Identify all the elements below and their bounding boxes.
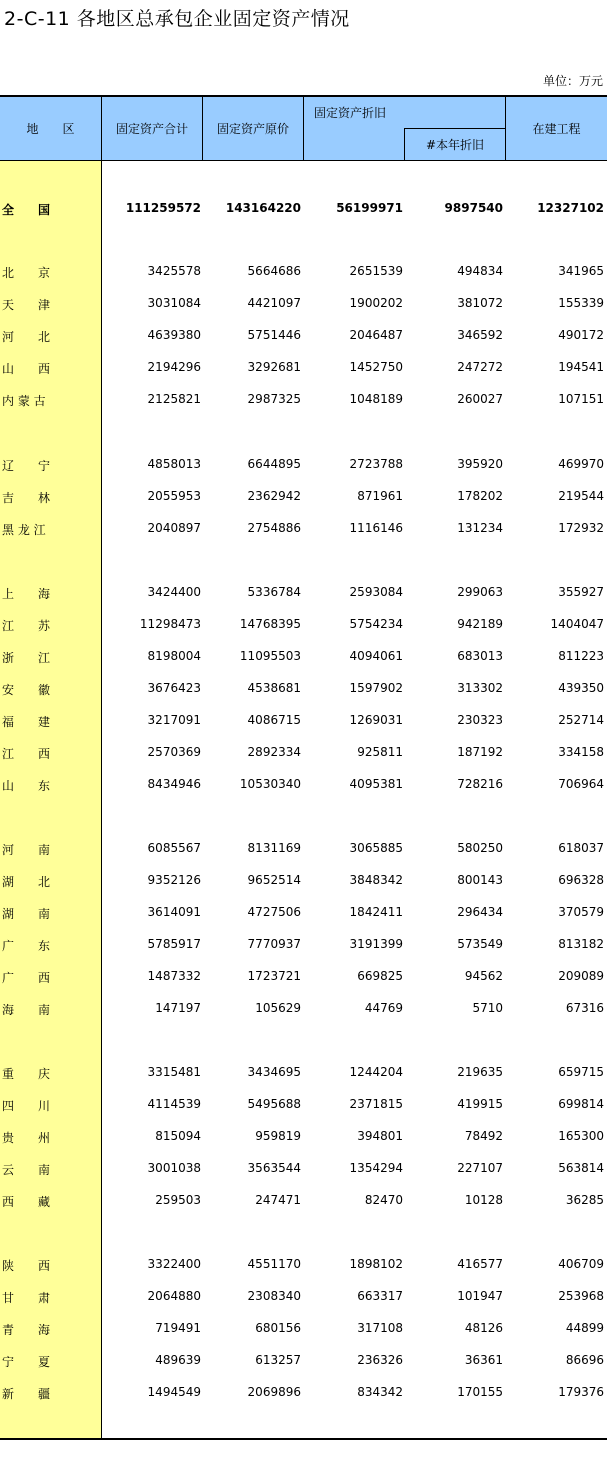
depreciation-value: 394801 (357, 1129, 403, 1143)
region-name: 新 疆 (2, 1387, 51, 1401)
region-name: 江 西 (2, 747, 51, 761)
this-year-depreciation-value: 219635 (457, 1065, 503, 1079)
region-name: 河 北 (2, 330, 51, 344)
region-name: 海 南 (2, 1003, 51, 1017)
total-value: 3424400 (147, 585, 201, 599)
in-progress-value: 659715 (558, 1065, 604, 1079)
table-row (0, 711, 607, 731)
table-row (0, 839, 607, 859)
original-value: 5495688 (247, 1097, 301, 1111)
total-value: 2194296 (147, 360, 201, 374)
in-progress-value: 86696 (565, 1353, 604, 1367)
region-name: 北 京 (2, 266, 51, 280)
table-row (0, 871, 607, 891)
header-region: 地 区 (26, 122, 75, 136)
depreciation-value: 236326 (357, 1353, 403, 1367)
depreciation-value: 56199971 (336, 201, 403, 215)
depreciation-value: 2723788 (349, 457, 403, 471)
in-progress-value: 469970 (558, 457, 604, 471)
this-year-depreciation-value: 416577 (457, 1257, 503, 1271)
original-value: 9652514 (247, 873, 301, 887)
original-value: 5664686 (247, 264, 301, 278)
this-year-depreciation-value: 381072 (457, 296, 503, 310)
table-row (0, 1383, 607, 1403)
in-progress-value: 696328 (558, 873, 604, 887)
depreciation-value: 3065885 (349, 841, 403, 855)
depreciation-value: 5754234 (349, 617, 403, 631)
region-name: 湖 南 (2, 907, 51, 921)
region-name: 辽 宁 (2, 459, 51, 473)
original-value: 4086715 (247, 713, 301, 727)
total-value: 111259572 (125, 201, 201, 215)
header-in-progress: 在建工程 (532, 122, 581, 136)
in-progress-value: 439350 (558, 681, 604, 695)
depreciation-value: 663317 (357, 1289, 403, 1303)
depreciation-value: 44769 (364, 1001, 403, 1015)
table-row (0, 1255, 607, 1275)
total-value: 3217091 (147, 713, 201, 727)
total-value: 3315481 (147, 1065, 201, 1079)
table-row (0, 1063, 607, 1083)
original-value: 11095503 (239, 649, 301, 663)
in-progress-value: 355927 (558, 585, 604, 599)
region-name: 福 建 (2, 715, 51, 729)
depreciation-value: 4095381 (349, 777, 403, 791)
region-name: 全 国 (2, 203, 51, 217)
table-row (0, 1095, 607, 1115)
original-value: 8131169 (247, 841, 301, 855)
region-name: 黑 龙 江 (2, 523, 46, 537)
original-value: 5751446 (247, 328, 301, 342)
this-year-depreciation-value: 178202 (457, 489, 503, 503)
header-depreciation: 固定资产折旧 (314, 106, 387, 120)
original-value: 4551170 (247, 1257, 301, 1271)
depreciation-value: 1597902 (349, 681, 403, 695)
table-row (0, 1351, 607, 1371)
table-row (0, 1127, 607, 1147)
region-name: 甘 肃 (2, 1291, 51, 1305)
region-name: 四 川 (2, 1099, 51, 1113)
this-year-depreciation-value: 419915 (457, 1097, 503, 1111)
in-progress-value: 490172 (558, 328, 604, 342)
table-row (0, 358, 607, 378)
in-progress-value: 12327102 (537, 201, 604, 215)
total-value: 11298473 (139, 617, 201, 631)
total-value: 3031084 (147, 296, 201, 310)
depreciation-value: 2046487 (349, 328, 403, 342)
region-name: 河 南 (2, 843, 51, 857)
original-value: 2362942 (247, 489, 301, 503)
total-value: 259503 (155, 1193, 201, 1207)
this-year-depreciation-value: 10128 (464, 1193, 503, 1207)
original-value: 4421097 (247, 296, 301, 310)
in-progress-value: 165300 (558, 1129, 604, 1143)
table-row (0, 1287, 607, 1307)
in-progress-value: 563814 (558, 1161, 604, 1175)
total-value: 2040897 (147, 521, 201, 535)
original-value: 2754886 (247, 521, 301, 535)
original-value: 2892334 (247, 745, 301, 759)
original-value: 3563544 (247, 1161, 301, 1175)
in-progress-value: 219544 (558, 489, 604, 503)
total-value: 8198004 (147, 649, 201, 663)
this-year-depreciation-value: 800143 (457, 873, 503, 887)
region-name: 山 西 (2, 362, 51, 376)
region-name: 西 藏 (2, 1195, 51, 1209)
in-progress-value: 209089 (558, 969, 604, 983)
this-year-depreciation-value: 942189 (457, 617, 503, 631)
this-year-depreciation-value: 101947 (457, 1289, 503, 1303)
this-year-depreciation-value: 9897540 (444, 201, 503, 215)
total-value: 1494549 (147, 1385, 201, 1399)
original-value: 2069896 (247, 1385, 301, 1399)
depreciation-value: 2593084 (349, 585, 403, 599)
depreciation-value: 82470 (364, 1193, 403, 1207)
original-value: 680156 (255, 1321, 301, 1335)
in-progress-value: 699814 (558, 1097, 604, 1111)
total-value: 2055953 (147, 489, 201, 503)
total-value: 3322400 (147, 1257, 201, 1271)
original-value: 247471 (255, 1193, 301, 1207)
total-value: 4639380 (147, 328, 201, 342)
depreciation-value: 3848342 (349, 873, 403, 887)
region-name: 安 徽 (2, 683, 51, 697)
in-progress-value: 253968 (558, 1289, 604, 1303)
depreciation-value: 4094061 (349, 649, 403, 663)
header-total: 固定资产合计 (115, 122, 188, 136)
depreciation-value: 669825 (357, 969, 403, 983)
depreciation-value: 925811 (357, 745, 403, 759)
in-progress-value: 252714 (558, 713, 604, 727)
in-progress-value: 107151 (558, 392, 604, 406)
total-value: 8434946 (147, 777, 201, 791)
this-year-depreciation-value: 395920 (457, 457, 503, 471)
depreciation-value: 317108 (357, 1321, 403, 1335)
this-year-depreciation-value: 36361 (464, 1353, 503, 1367)
in-progress-value: 334158 (558, 745, 604, 759)
unit-label: 单位：万元 (542, 74, 603, 88)
this-year-depreciation-value: 260027 (457, 392, 503, 406)
original-value: 6644895 (247, 457, 301, 471)
original-value: 143164220 (225, 201, 301, 215)
original-value: 1723721 (247, 969, 301, 983)
table-row (0, 1191, 607, 1211)
this-year-depreciation-value: 187192 (457, 745, 503, 759)
this-year-depreciation-value: 313302 (457, 681, 503, 695)
total-value: 4114539 (147, 1097, 201, 1111)
original-value: 4538681 (247, 681, 301, 695)
table-row (0, 999, 607, 1019)
this-year-depreciation-value: 230323 (457, 713, 503, 727)
header-original: 固定资产原价 (216, 122, 289, 136)
region-name: 天 津 (2, 298, 51, 312)
table-bottom-border (0, 1438, 607, 1440)
region-name: 贵 州 (2, 1131, 51, 1145)
this-year-depreciation-value: 170155 (457, 1385, 503, 1399)
this-year-depreciation-value: 131234 (457, 521, 503, 535)
region-name: 浙 江 (2, 651, 51, 665)
depreciation-value: 871961 (357, 489, 403, 503)
depreciation-value: 1269031 (349, 713, 403, 727)
depreciation-value: 3191399 (349, 937, 403, 951)
depreciation-value: 1244204 (349, 1065, 403, 1079)
original-value: 4727506 (247, 905, 301, 919)
total-value: 2125821 (147, 392, 201, 406)
in-progress-value: 194541 (558, 360, 604, 374)
region-name: 云 南 (2, 1163, 51, 1177)
depreciation-value: 1842411 (349, 905, 403, 919)
total-value: 4858013 (147, 457, 201, 471)
this-year-depreciation-value: 494834 (457, 264, 503, 278)
region-name: 山 东 (2, 779, 51, 793)
table-row (0, 1159, 607, 1179)
table-row (0, 935, 607, 955)
depreciation-value: 1452750 (349, 360, 403, 374)
this-year-depreciation-value: 728216 (457, 777, 503, 791)
original-value: 105629 (255, 1001, 301, 1015)
table-row (0, 615, 607, 635)
in-progress-value: 44899 (565, 1321, 604, 1335)
depreciation-value: 2651539 (349, 264, 403, 278)
original-value: 2308340 (247, 1289, 301, 1303)
original-value: 10530340 (239, 777, 301, 791)
header-bottom-border (0, 160, 607, 161)
original-value: 7770937 (247, 937, 301, 951)
in-progress-value: 67316 (565, 1001, 604, 1015)
depreciation-value: 834342 (357, 1385, 403, 1399)
total-value: 3614091 (147, 905, 201, 919)
table-row (0, 294, 607, 314)
table-row (0, 647, 607, 667)
region-name: 广 西 (2, 971, 51, 985)
this-year-depreciation-value: 227107 (457, 1161, 503, 1175)
region-name: 吉 林 (2, 491, 51, 505)
region-name: 内 蒙 古 (2, 394, 46, 408)
region-name: 上 海 (2, 587, 51, 601)
this-year-depreciation-value: 94562 (464, 969, 503, 983)
this-year-depreciation-value: 78492 (464, 1129, 503, 1143)
table-row (0, 679, 607, 699)
depreciation-value: 1048189 (349, 392, 403, 406)
region-name: 湖 北 (2, 875, 51, 889)
region-name: 广 东 (2, 939, 51, 953)
original-value: 2987325 (247, 392, 301, 406)
original-value: 14768395 (239, 617, 301, 631)
this-year-depreciation-value: 346592 (457, 328, 503, 342)
region-name: 宁 夏 (2, 1355, 51, 1369)
total-value: 2064880 (147, 1289, 201, 1303)
total-value: 815094 (155, 1129, 201, 1143)
region-name: 陕 西 (2, 1259, 51, 1273)
total-value: 489639 (155, 1353, 201, 1367)
in-progress-value: 618037 (558, 841, 604, 855)
table-row (0, 743, 607, 763)
original-value: 959819 (255, 1129, 301, 1143)
this-year-depreciation-value: 296434 (457, 905, 503, 919)
total-value: 5785917 (147, 937, 201, 951)
this-year-depreciation-value: 580250 (457, 841, 503, 855)
depreciation-value: 2371815 (349, 1097, 403, 1111)
header-this-year-depreciation: #本年折旧 (425, 138, 485, 152)
in-progress-value: 179376 (558, 1385, 604, 1399)
in-progress-value: 1404047 (550, 617, 604, 631)
in-progress-value: 36285 (565, 1193, 604, 1207)
depreciation-value: 1900202 (349, 296, 403, 310)
in-progress-value: 370579 (558, 905, 604, 919)
original-value: 3434695 (247, 1065, 301, 1079)
table-row (0, 903, 607, 923)
original-value: 613257 (255, 1353, 301, 1367)
region-name: 青 海 (2, 1323, 51, 1337)
this-year-depreciation-value: 5710 (472, 1001, 503, 1015)
total-value: 3676423 (147, 681, 201, 695)
page-title: 2-C-11 各地区总承包企业固定资产情况 (4, 8, 350, 30)
total-value: 2570369 (147, 745, 201, 759)
total-value: 9352126 (147, 873, 201, 887)
table-row (0, 326, 607, 346)
this-year-depreciation-value: 573549 (457, 937, 503, 951)
region-column-background (0, 160, 101, 1438)
in-progress-value: 813182 (558, 937, 604, 951)
table-row (0, 775, 607, 795)
total-value: 3425578 (147, 264, 201, 278)
in-progress-value: 811223 (558, 649, 604, 663)
this-year-depreciation-value: 683013 (457, 649, 503, 663)
table-row (0, 583, 607, 603)
original-value: 3292681 (247, 360, 301, 374)
table-row (0, 390, 607, 410)
in-progress-value: 155339 (558, 296, 604, 310)
in-progress-value: 341965 (558, 264, 604, 278)
table-row (0, 262, 607, 282)
depreciation-value: 1898102 (349, 1257, 403, 1271)
in-progress-value: 406709 (558, 1257, 604, 1271)
total-value: 147197 (155, 1001, 201, 1015)
region-name: 江 苏 (2, 619, 51, 633)
table-row (0, 1319, 607, 1339)
table-row (0, 455, 607, 475)
this-year-depreciation-value: 48126 (464, 1321, 503, 1335)
in-progress-value: 706964 (558, 777, 604, 791)
total-value: 1487332 (147, 969, 201, 983)
depreciation-value: 1116146 (349, 521, 403, 535)
in-progress-value: 172932 (558, 521, 604, 535)
total-value: 3001038 (147, 1161, 201, 1175)
original-value: 5336784 (247, 585, 301, 599)
total-value: 719491 (155, 1321, 201, 1335)
depreciation-value: 1354294 (349, 1161, 403, 1175)
table-row (0, 487, 607, 507)
this-year-depreciation-value: 299063 (457, 585, 503, 599)
region-name: 重 庆 (2, 1067, 51, 1081)
table-row (0, 519, 607, 539)
table-row (0, 967, 607, 987)
total-value: 6085567 (147, 841, 201, 855)
table-row (0, 199, 607, 219)
this-year-depreciation-value: 247272 (457, 360, 503, 374)
